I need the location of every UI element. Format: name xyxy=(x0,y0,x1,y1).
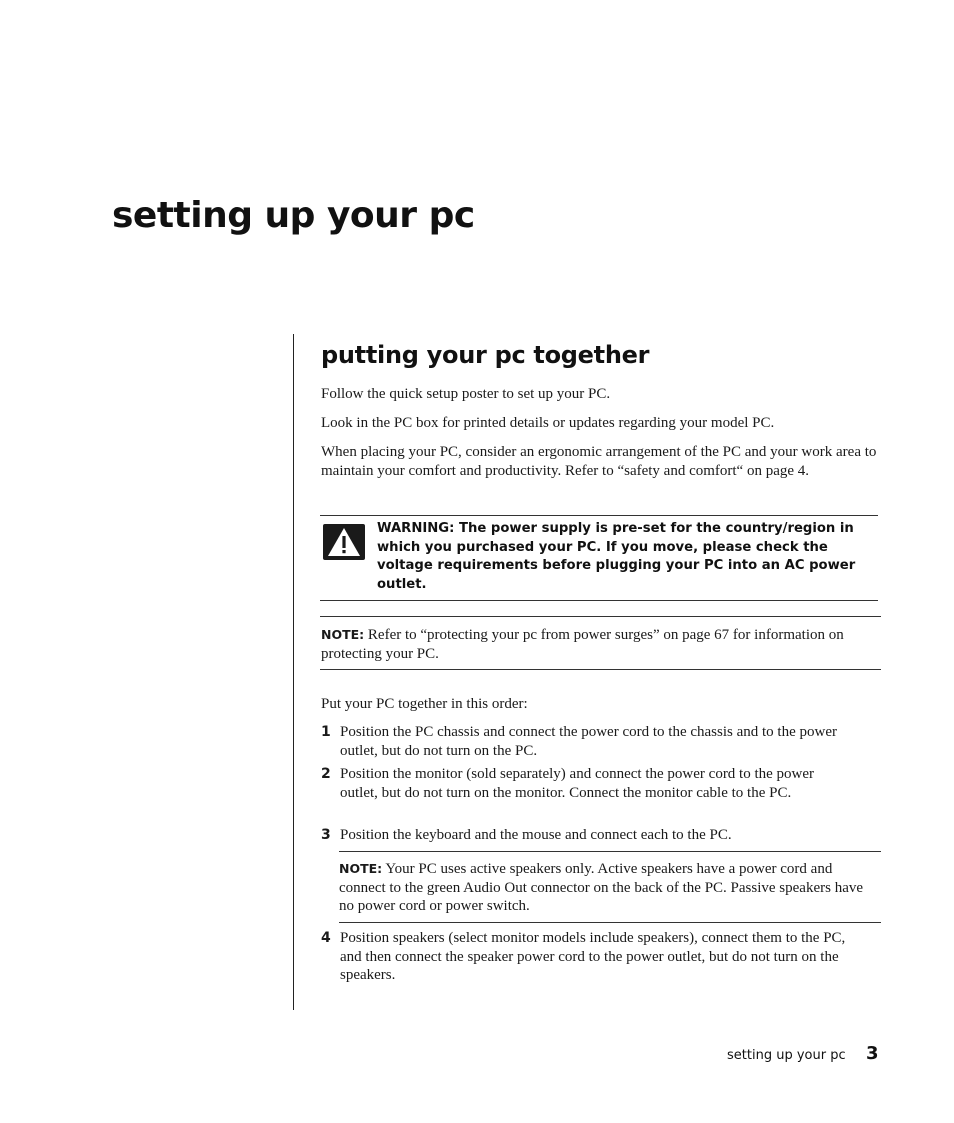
step-1-number: 1 xyxy=(321,724,331,740)
step-2-number: 2 xyxy=(321,766,331,782)
section-title: putting your pc together xyxy=(321,341,650,369)
note1-text: Refer to “protecting your pc from power surges” on page 67 for information on protecting your PC. xyxy=(321,627,844,662)
step-4-number: 4 xyxy=(321,930,331,946)
order-intro: Put your PC together in this order: xyxy=(321,696,528,712)
vertical-divider xyxy=(293,334,294,1010)
warning-top-rule xyxy=(320,515,878,516)
chapter-title: setting up your pc xyxy=(112,195,475,236)
step-4-text: Position speakers (select monitor models include speakers), connect them to the PC, and then connect the speaker power cord to the power outlet, but do not turn on the speakers. xyxy=(340,930,846,983)
warning-bottom-rule xyxy=(320,600,878,601)
note1-bottom-rule xyxy=(320,669,881,670)
note1-label: NOTE: xyxy=(321,627,365,642)
intro-paragraph-2: Look in the PC box for printed details or updates regarding your model PC. xyxy=(321,415,775,431)
note2-text: Your PC uses active speakers only. Active speakers have a power cord and connect to the green Audio Out connector on the back of the PC. Passive speakers have no power cord or power switch. xyxy=(339,861,864,914)
step-1-text: Position the PC chassis and connect the power cord to the chassis and to the power outlet, but do not turn on the PC. xyxy=(340,724,837,759)
intro-paragraph-1: Follow the quick setup poster to set up your PC. xyxy=(321,386,611,402)
note2-bottom-rule xyxy=(339,922,881,923)
warning-text: WARNING: The power supply is pre-set for the country/region in which you purchased your PC. If you move, please check the voltage requirements before plugging your PC into an AC power outlet. xyxy=(377,521,856,592)
page-number: 3 xyxy=(866,1043,879,1064)
note2 xyxy=(339,860,879,916)
footer-label: setting up your pc xyxy=(727,1048,846,1063)
step-2-text: Position the monitor (sold separately) and connect the power cord to the power outlet, but do not turn on the monitor. Connect the monitor cable to the PC. xyxy=(340,766,815,801)
note2-label: NOTE: xyxy=(339,861,383,876)
step-3-number: 3 xyxy=(321,827,331,843)
note1 xyxy=(321,626,861,663)
intro-paragraph-3: When placing your PC, consider an ergonomic arrangement of the PC and your work area to maintain your comfort and productivity. Refer to “safety and comfort“ on page 4. xyxy=(321,444,877,479)
warning-triangle-icon xyxy=(323,524,365,560)
step-3-text: Position the keyboard and the mouse and connect each to the PC. xyxy=(340,827,732,843)
note1-top-rule xyxy=(320,616,881,617)
note2-top-rule xyxy=(339,851,881,852)
